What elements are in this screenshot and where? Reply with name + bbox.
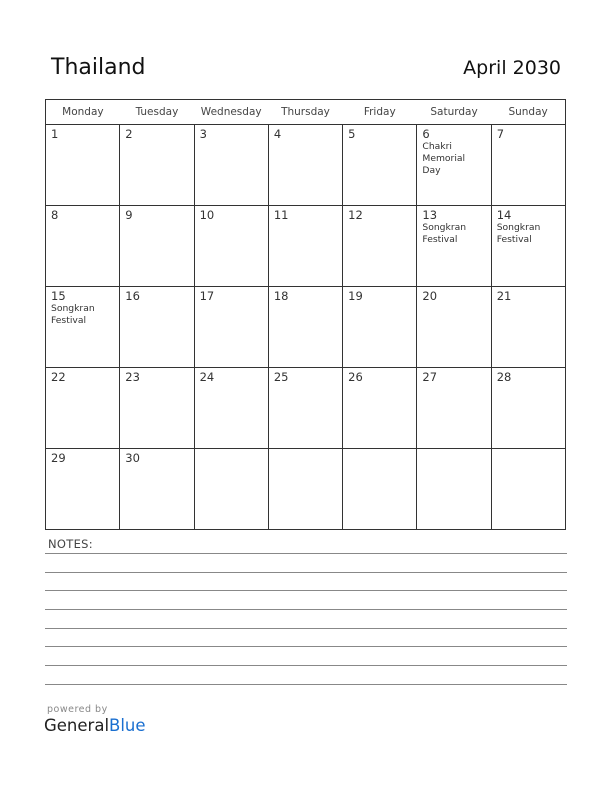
day-number: 9 (125, 208, 133, 222)
day-cell[interactable] (120, 368, 194, 449)
weekday-header: Wednesday (194, 100, 268, 125)
day-cell[interactable] (491, 206, 565, 287)
day-cell[interactable] (120, 449, 194, 530)
holiday-label: Festival (51, 315, 86, 326)
day-cell[interactable] (343, 125, 417, 206)
brand-blue-text: Blue (109, 716, 146, 735)
day-cell[interactable] (268, 206, 342, 287)
notes-label: NOTES: (48, 537, 93, 551)
day-number: 2 (125, 127, 133, 141)
note-line (45, 646, 567, 647)
day-number: 19 (348, 289, 363, 303)
week-row (46, 287, 566, 368)
day-number: 27 (422, 370, 438, 384)
note-line (45, 684, 567, 685)
day-cell[interactable] (417, 287, 491, 368)
day-cell[interactable] (46, 449, 120, 530)
day-cell[interactable] (120, 206, 194, 287)
page-title: Thailand (51, 55, 146, 80)
week-row (46, 449, 566, 530)
day-number: 21 (496, 289, 512, 303)
day-cell[interactable] (194, 368, 268, 449)
note-line (45, 628, 567, 629)
day-cell[interactable] (268, 125, 342, 206)
holiday-label: Festival (422, 234, 458, 245)
day-cell[interactable] (194, 206, 268, 287)
weekday-header: Thursday (268, 100, 342, 125)
day-number: 15 (51, 289, 66, 303)
day-cell[interactable] (194, 449, 268, 530)
day-number: 28 (496, 370, 512, 384)
week-row (46, 206, 566, 287)
holiday-label: Songkran (422, 222, 467, 233)
day-cell[interactable] (194, 287, 268, 368)
weekday-header: Monday (46, 100, 120, 125)
holiday-label: Festival (496, 234, 532, 245)
day-cell[interactable] (268, 287, 342, 368)
day-number: 11 (273, 208, 289, 222)
day-number: 4 (273, 127, 282, 141)
day-number: 30 (125, 451, 140, 465)
calendar-grid (45, 99, 566, 530)
day-cell[interactable] (417, 449, 491, 530)
holiday-label: Chakri (422, 141, 452, 152)
day-cell[interactable] (491, 125, 565, 206)
day-cell[interactable] (194, 125, 268, 206)
day-number: 7 (496, 127, 505, 141)
day-number: 24 (199, 370, 215, 384)
note-line (45, 665, 567, 666)
weekday-header: Tuesday (120, 100, 194, 125)
note-line (45, 590, 567, 591)
day-cell[interactable] (491, 449, 565, 530)
day-cell[interactable] (46, 287, 120, 368)
day-number: 18 (273, 289, 289, 303)
holiday-label: Songkran (51, 303, 95, 314)
day-cell[interactable] (46, 368, 120, 449)
day-number: 10 (199, 208, 215, 222)
day-number: 16 (125, 289, 140, 303)
day-number: 17 (199, 289, 215, 303)
day-number: 12 (348, 208, 363, 222)
day-number: 5 (348, 127, 356, 141)
day-number: 26 (348, 370, 363, 384)
day-cell[interactable] (343, 206, 417, 287)
day-cell[interactable] (343, 449, 417, 530)
day-cell[interactable] (417, 368, 491, 449)
weekday-header-row (46, 100, 566, 125)
note-line (45, 609, 567, 610)
day-cell[interactable] (491, 368, 565, 449)
day-number: 8 (51, 208, 59, 222)
day-cell[interactable] (120, 287, 194, 368)
weekday-header: Saturday (417, 100, 491, 125)
day-number: 29 (51, 451, 66, 465)
day-cell[interactable] (343, 287, 417, 368)
weekday-header: Friday (343, 100, 417, 125)
powered-by-label: powered by (47, 704, 108, 715)
day-cell[interactable] (268, 449, 342, 530)
day-cell[interactable] (343, 368, 417, 449)
day-number: 3 (199, 127, 207, 141)
day-cell[interactable] (46, 125, 120, 206)
holiday-label: Day (422, 165, 441, 176)
week-row (46, 125, 566, 206)
day-number: 20 (422, 289, 438, 303)
holiday-label: Memorial (422, 153, 466, 164)
brand-general-text: General (44, 716, 110, 735)
brand-logo[interactable] (44, 716, 146, 735)
day-number: 6 (422, 127, 430, 141)
day-cell[interactable] (491, 287, 565, 368)
day-number: 13 (422, 208, 438, 222)
day-cell[interactable] (46, 206, 120, 287)
day-number: 22 (51, 370, 66, 384)
day-cell[interactable] (417, 206, 491, 287)
day-cell[interactable] (268, 368, 342, 449)
month-year-label: April 2030 (463, 57, 561, 79)
day-cell[interactable] (120, 125, 194, 206)
day-number: 23 (125, 370, 140, 384)
holiday-label: Songkran (496, 222, 541, 233)
note-line (45, 572, 567, 573)
day-number: 25 (273, 370, 289, 384)
note-line (45, 553, 567, 554)
day-cell[interactable] (417, 125, 491, 206)
day-number: 14 (496, 208, 512, 222)
week-row (46, 368, 566, 449)
weekday-header: Sunday (491, 100, 565, 125)
day-number: 1 (51, 127, 59, 141)
